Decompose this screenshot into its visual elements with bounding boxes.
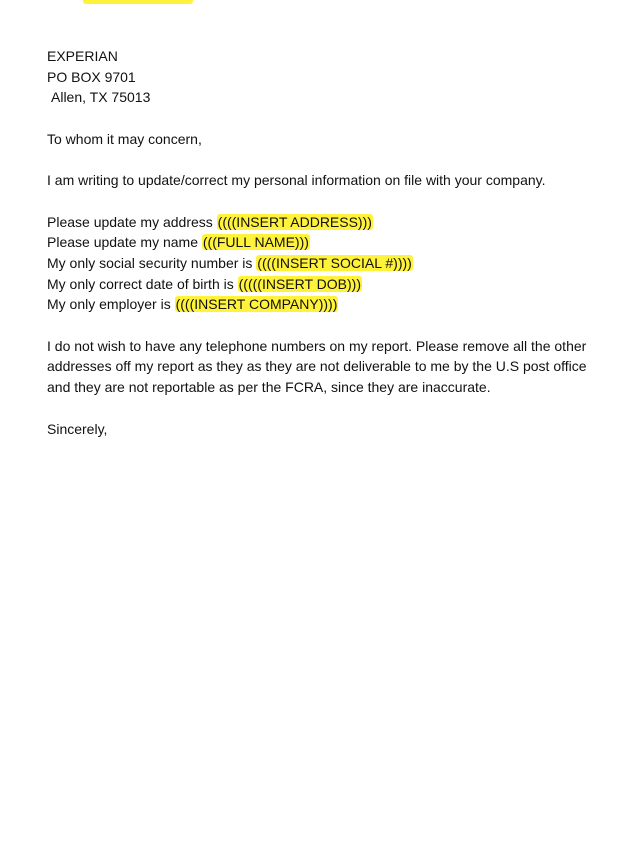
request-label: My only social security number is [47,254,257,271]
social-placeholder: ((((INSERT SOCIAL #)))) [257,254,412,271]
company-placeholder: ((((INSERT COMPANY)))) [175,296,338,313]
request-dob [47,274,607,295]
request-label: Please update my address [47,213,217,230]
request-social [47,253,607,274]
request-label: My only employer is [47,296,175,313]
spacer [47,108,607,129]
recipient-address-line2: Allen, TX 75013 [51,89,151,106]
request-name [47,232,607,253]
name-placeholder: (((FULL NAME))) [202,234,309,251]
salutation: To whom it may concern, [47,130,202,147]
request-address [47,212,607,233]
cropped-highlight [83,0,193,4]
spacer [47,315,607,336]
request-employer [47,294,607,315]
address-placeholder: ((((INSERT ADDRESS))) [217,213,372,230]
intro-text: I am writing to update/correct my personal information on file with your company. [47,172,546,189]
body-paragraph: I do not wish to have any telephone numbers on my report. Please remove all the other addresses off my report as they as they are not deliverable to me by the U.S post office and they are not reportable as per the FCRA, since they are inaccurate. [47,337,587,396]
recipient-address-line1: PO BOX 9701 [47,68,136,85]
closing: Sincerely, [47,420,108,437]
request-label: Please update my name [47,234,202,251]
spacer [47,191,607,212]
spacer [47,398,607,419]
request-label: My only correct date of birth is [47,275,238,292]
spacer [47,150,607,171]
letter-body [47,46,607,439]
dob-placeholder: (((((INSERT DOB))) [238,275,361,292]
recipient-name: EXPERIAN [47,48,118,64]
